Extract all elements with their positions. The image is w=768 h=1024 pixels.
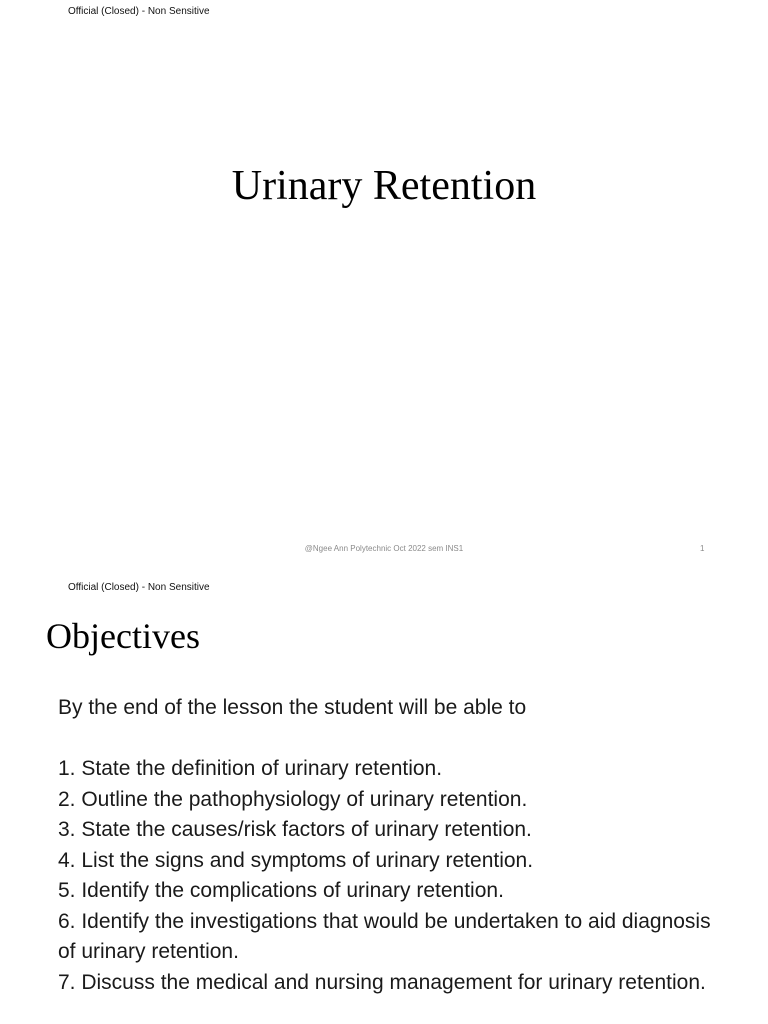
list-item: 5. Identify the complications of urinary retention. bbox=[58, 879, 504, 902]
objectives-intro: By the end of the lesson the student will be able to bbox=[58, 696, 527, 719]
slide-title: Objectives bbox=[46, 616, 200, 656]
slide-body bbox=[58, 693, 718, 998]
list-item: 1. State the definition of urinary retention. bbox=[58, 757, 443, 780]
slide-footer: @Ngee Ann Polytechnic Oct 2022 sem INS1 bbox=[304, 544, 464, 553]
slide-title: Urinary Retention bbox=[231, 163, 537, 209]
list-item: 2. Outline the pathophysiology of urinary retention. bbox=[58, 787, 528, 811]
list-item: 6. Identify the investigations that would be undertaken to aid diagnosis of urinary retention. bbox=[58, 909, 711, 963]
classification-label: Official (Closed) - Non Sensitive bbox=[68, 6, 210, 17]
list-item: 3. State the causes/risk factors of urinary retention. bbox=[58, 818, 532, 841]
slide-2 bbox=[0, 576, 768, 1024]
classification-label: Official (Closed) - Non Sensitive bbox=[68, 582, 210, 593]
slide-number: 1 bbox=[700, 544, 705, 553]
objectives-list bbox=[58, 754, 718, 998]
list-item: 4. List the signs and symptoms of urinary retention. bbox=[58, 848, 534, 872]
list-item: 7. Discuss the medical and nursing management for urinary retention. bbox=[58, 970, 706, 994]
